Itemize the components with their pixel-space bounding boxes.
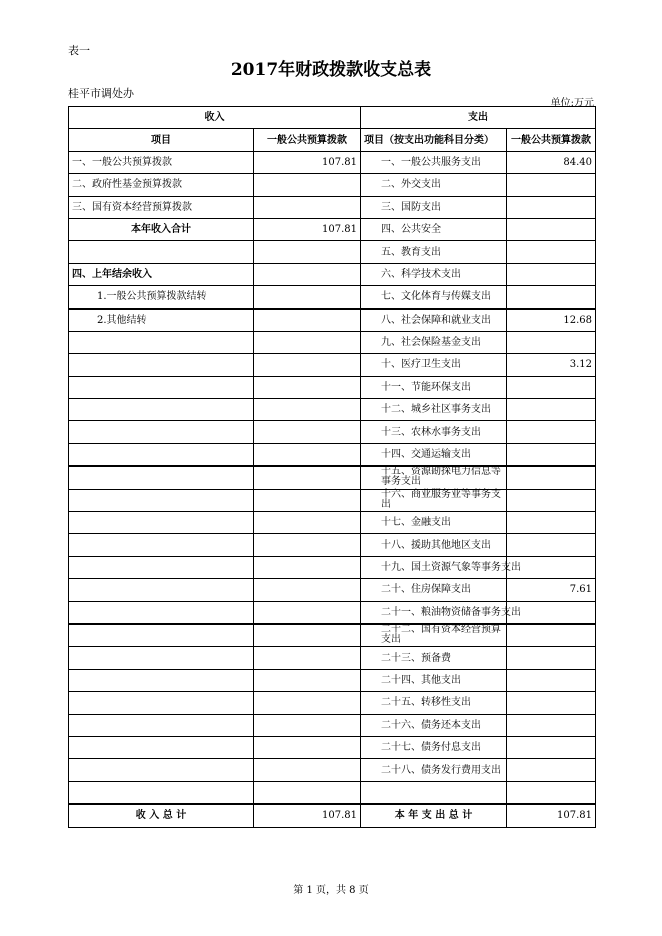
income-item [69,466,254,489]
table-row [69,286,596,309]
table-row [69,534,596,556]
income-amount [254,579,361,601]
expense-item: 二十三、预备费 [361,647,507,669]
income-amount [254,263,361,285]
income-item: 四、上年结余收入 [69,263,254,285]
expense-amount [507,331,596,353]
income-amount [254,512,361,534]
expense-item: 十二、城乡社区事务支出 [361,399,507,421]
income-amount [254,331,361,353]
income-amount [254,624,361,647]
table-row [69,489,596,511]
expense-item: 八、社会保障和就业支出 [361,309,507,332]
expense-item: 十九、国土资源气象等事务支出 [361,556,507,578]
table-row [69,466,596,489]
page-footer: 第 1 页，共 8 页 [293,885,369,896]
expense-amount [507,376,596,398]
table-row [69,736,596,758]
income-amount [254,286,361,309]
income-item [69,692,254,714]
expense-amount [507,196,596,218]
expense-amount: 7.61 [507,579,596,601]
income-amount [254,309,361,332]
expense-item: 十五、资源勘探电力信息等事务支出 [361,466,507,489]
income-item [69,512,254,534]
income-item [69,579,254,601]
income-amount-header: 一般公共预算拨款 [254,129,361,151]
income-amount [254,354,361,376]
page-title: 2017年财政拨款收支总表 [230,60,432,80]
income-amount [254,443,361,466]
table-row [69,331,596,353]
expense-item: 十六、商业服务业等事务支出 [361,489,507,511]
table-row [69,714,596,736]
expense-amount [507,736,596,758]
expense-item: 二十八、债务发行费用支出 [361,759,507,781]
expense-item: 十、医疗卫生支出 [361,354,507,376]
expense-amount: 12.68 [507,309,596,332]
income-item: 三、国有资本经营预算拨款 [69,196,254,218]
expense-amount [507,241,596,263]
expense-item-header: 项目（按支出功能科目分类） [361,129,507,151]
expense-amount: 84.40 [507,151,596,173]
expense-total-label: 本 年 支 出 总 计 [361,804,507,827]
income-amount [254,489,361,511]
expense-amount [507,218,596,240]
income-item [69,669,254,691]
expense-amount-header: 一般公共预算拨款 [507,129,596,151]
income-total-amount: 107.81 [254,804,361,827]
income-amount [254,174,361,196]
income-amount [254,196,361,218]
income-amount [254,692,361,714]
table-row [69,781,596,804]
expense-amount [507,286,596,309]
totals-row [69,804,596,827]
expense-amount [507,263,596,285]
income-amount [254,781,361,804]
expense-amount [507,669,596,691]
income-amount [254,399,361,421]
income-item [69,759,254,781]
expense-amount [507,714,596,736]
expense-item: 二十二、国有资本经营预算支出 [361,624,507,647]
income-item: 1.一般公共预算拨款结转 [69,286,254,309]
expense-item: 一、一般公共服务支出 [361,151,507,173]
income-item [69,534,254,556]
income-item [69,399,254,421]
income-item: 2.其他结转 [69,309,254,332]
expense-item: 三、国防支出 [361,196,507,218]
expense-item: 二十五、转移性支出 [361,692,507,714]
expense-amount [507,443,596,466]
income-amount [254,714,361,736]
expense-amount [507,399,596,421]
income-item [69,556,254,578]
income-header: 收入 [69,107,361,129]
income-item [69,354,254,376]
organization-name: 桂平市调处办 [68,87,134,100]
table-row [69,579,596,601]
income-item [69,421,254,443]
expense-item: 十一、节能环保支出 [361,376,507,398]
expense-item: 十三、农林水事务支出 [361,421,507,443]
table-row [69,376,596,398]
expense-amount [507,647,596,669]
table-row [69,399,596,421]
expense-item: 十八、援助其他地区支出 [361,534,507,556]
expense-amount [507,624,596,647]
budget-table [68,106,596,828]
expense-amount [507,174,596,196]
table-row [69,263,596,285]
expense-item: 二十、住房保障支出 [361,579,507,601]
expense-item: 二十七、债务付息支出 [361,736,507,758]
table-row [69,174,596,196]
expense-item: 六、科学技术支出 [361,263,507,285]
table-row [69,309,596,332]
expense-header: 支出 [361,107,596,129]
table-row [69,421,596,443]
income-amount [254,669,361,691]
expense-item: 二十一、粮油物资储备事务支出 [361,601,507,624]
income-amount: 107.81 [254,151,361,173]
income-item: 一、一般公共预算拨款 [69,151,254,173]
unit-label: 单位:万元 [550,98,594,109]
expense-item: 二十四、其他支出 [361,669,507,691]
table-row [69,624,596,647]
expense-item: 四、公共安全 [361,218,507,240]
income-amount: 107.81 [254,218,361,240]
income-item [69,736,254,758]
table-row [69,241,596,263]
table-row [69,151,596,173]
table-row [69,692,596,714]
table-row [69,196,596,218]
expense-item: 二、外交支出 [361,174,507,196]
expense-amount [507,692,596,714]
expense-amount [507,512,596,534]
income-item [69,601,254,624]
expense-item: 七、文化体育与传媒支出 [361,286,507,309]
table-label: 表一 [68,44,90,57]
income-amount [254,736,361,758]
income-item: 二、政府性基金预算拨款 [69,174,254,196]
income-item [69,647,254,669]
income-amount [254,601,361,624]
table-row [69,669,596,691]
income-amount [254,556,361,578]
income-item: 本年收入合计 [69,218,254,240]
expense-amount [507,534,596,556]
expense-amount [507,759,596,781]
table-row [69,443,596,466]
income-item [69,714,254,736]
expense-item: 二十六、债务还本支出 [361,714,507,736]
table-row [69,759,596,781]
income-amount [254,466,361,489]
header-row-section [69,107,596,129]
table-row [69,218,596,240]
income-item [69,331,254,353]
expense-amount [507,421,596,443]
income-amount [254,534,361,556]
income-amount [254,759,361,781]
income-amount [254,421,361,443]
header-row-columns [69,129,596,151]
income-item-header: 项目 [69,129,254,151]
expense-item [361,781,507,804]
expense-amount [507,489,596,511]
table-row [69,647,596,669]
expense-amount [507,466,596,489]
expense-item: 五、教育支出 [361,241,507,263]
expense-item: 十四、交通运输支出 [361,443,507,466]
income-item [69,489,254,511]
expense-amount [507,781,596,804]
expense-item: 九、社会保险基金支出 [361,331,507,353]
income-item [69,443,254,466]
expense-item: 十七、金融支出 [361,512,507,534]
income-total-label: 收 入 总 计 [69,804,254,827]
income-item [69,376,254,398]
income-item [69,781,254,804]
expense-total-amount: 107.81 [507,804,596,827]
income-amount [254,647,361,669]
table-row [69,354,596,376]
income-item [69,241,254,263]
income-amount [254,241,361,263]
income-amount [254,376,361,398]
table-row [69,556,596,578]
expense-amount: 3.12 [507,354,596,376]
table-row [69,601,596,624]
table-row [69,512,596,534]
income-item [69,624,254,647]
